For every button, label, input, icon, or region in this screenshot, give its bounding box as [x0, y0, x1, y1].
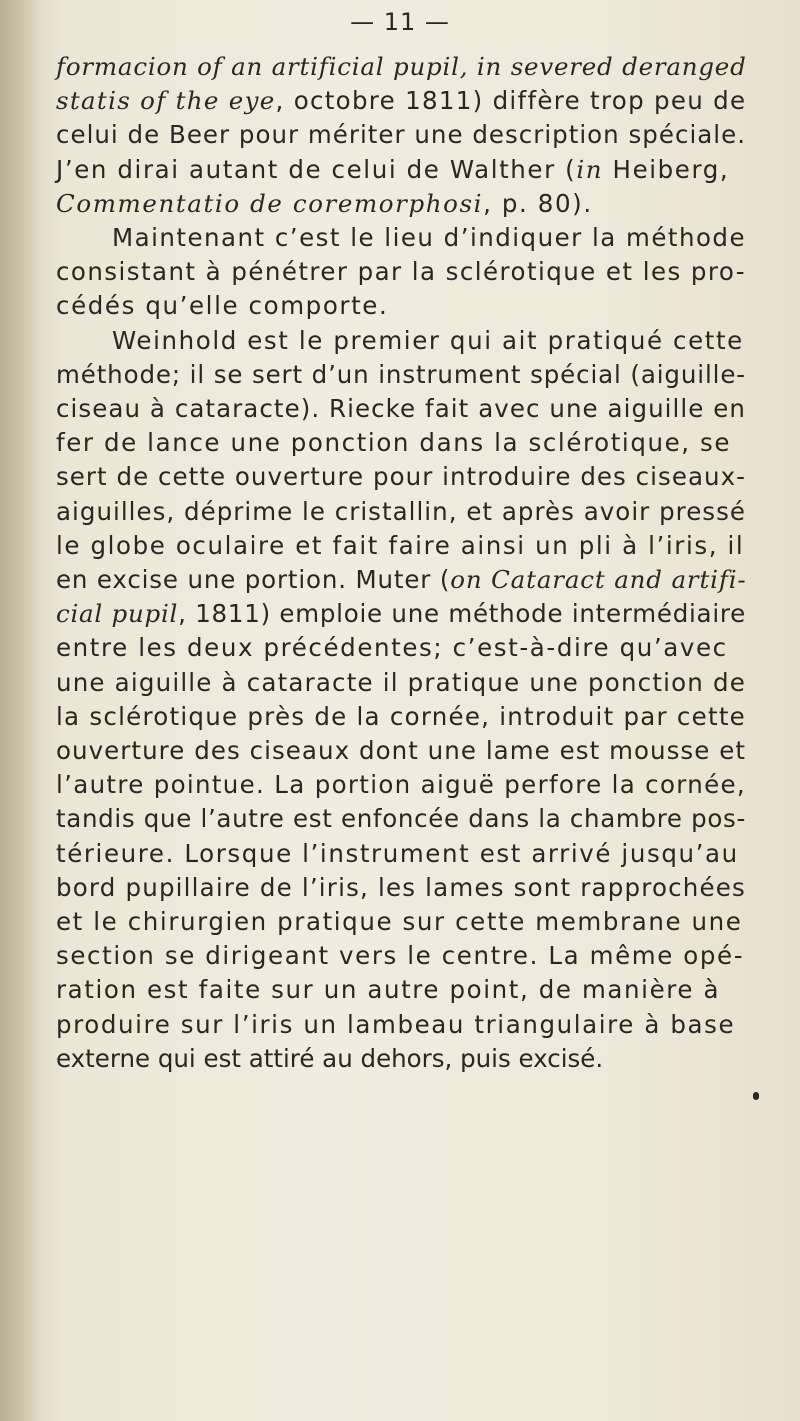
text-line — [56, 358, 746, 392]
text-segment: externe qui est attiré au dehors, puis excisé. — [56, 1043, 604, 1073]
text-line — [56, 187, 746, 221]
text-segment: section se dirigeant vers le centre. La même opé- — [56, 941, 745, 971]
text-line — [56, 289, 746, 323]
text-line — [56, 768, 746, 802]
text-segment: produire sur l’iris un lambeau triangulaire à base — [56, 1009, 736, 1039]
text-line — [56, 392, 746, 426]
text-line — [56, 495, 746, 529]
text-segment: , octobre 1811) diffère trop peu de — [275, 86, 747, 116]
text-segment: ciseau à cataracte). Riecke fait avec une aiguille en — [56, 394, 746, 424]
ink-speck — [753, 1092, 759, 1100]
text-segment: Heiberg, — [603, 154, 730, 184]
text-segment: tandis que l’autre est enfoncée dans la chambre pos- — [56, 804, 746, 834]
text-line — [56, 118, 746, 152]
text-segment: une aiguille à cataracte il pratique une ponction de — [56, 667, 746, 697]
text-line — [56, 255, 746, 289]
text-segment: fer de lance une ponction dans la sclérotique, se — [56, 428, 732, 458]
text-segment: Weinhold est le premier qui ait pratiqué cette — [112, 325, 744, 355]
text-line — [56, 84, 746, 118]
text-line — [56, 973, 746, 1007]
text-line — [56, 324, 746, 358]
text-line — [56, 939, 746, 973]
text-line — [56, 700, 746, 734]
text-segment: cédés qu’elle comporte. — [56, 291, 389, 321]
text-line — [56, 221, 746, 255]
text-segment: bord pupillaire de l’iris, les lames sont rapprochées — [56, 872, 746, 902]
text-line — [56, 460, 746, 494]
italic-citation: Commentatio de coremorphosi — [56, 188, 484, 218]
text-segment: entre les deux précédentes; c’est-à-dire qu’avec — [56, 633, 728, 663]
text-segment: méthode; il se sert d’un instrument spécial (aiguille- — [56, 359, 746, 389]
italic-citation: on Cataract and artifi- — [450, 565, 747, 595]
text-line — [56, 837, 746, 871]
text-segment: celui de Beer pour mériter une description spéciale. — [56, 120, 746, 150]
italic-citation: statis of the eye — [56, 86, 276, 116]
text-segment: , p. 80). — [483, 188, 593, 218]
text-segment: térieure. Lorsque l’instrument est arrivé jusqu’au — [56, 838, 739, 868]
text-line — [56, 631, 746, 665]
text-line — [56, 597, 746, 631]
text-line — [56, 666, 746, 700]
text-segment: ouverture des ciseaux dont une lame est mousse et — [56, 736, 746, 766]
text-line — [56, 1042, 746, 1076]
italic-citation: in — [576, 154, 604, 184]
text-segment: Maintenant c’est le lieu d’indiquer la méthode — [112, 223, 746, 253]
text-line — [56, 802, 746, 836]
text-line — [56, 563, 746, 597]
italic-citation: cial pupil — [56, 599, 179, 629]
text-segment: le globe oculaire et fait faire ainsi un pli à l’iris, il — [56, 530, 745, 560]
text-line — [56, 50, 746, 84]
text-segment: J’en dirai autant de celui de Walther ( — [56, 154, 577, 184]
text-line — [56, 529, 746, 563]
text-segment: sert de cette ouverture pour introduire des ciseaux- — [56, 462, 746, 492]
text-line — [56, 1008, 746, 1042]
body-text — [56, 50, 746, 1076]
page-number: — 11 — — [350, 8, 450, 36]
text-segment: l’autre pointue. La portion aiguë perfore la cornée, — [56, 770, 746, 800]
text-line — [56, 153, 746, 187]
text-line — [56, 426, 746, 460]
text-line — [56, 905, 746, 939]
text-segment: en excise une portion. Muter ( — [56, 565, 451, 595]
text-line — [56, 734, 746, 768]
text-segment: la sclérotique près de la cornée, introduit par cette — [56, 701, 746, 731]
italic-citation: formacion of an artificial pupil, in severed deranged — [56, 52, 747, 81]
text-segment: ration est faite sur un autre point, de manière à — [56, 975, 721, 1005]
text-segment: et le chirurgien pratique sur cette membrane une — [56, 907, 743, 937]
page-gutter-shadow — [0, 0, 38, 1421]
text-segment: aiguilles, déprime le cristallin, et après avoir pressé — [56, 496, 746, 526]
text-line — [56, 871, 746, 905]
text-segment: consistant à pénétrer par la sclérotique et les pro- — [56, 257, 746, 287]
text-segment: , 1811) emploie une méthode intermédiaire — [178, 599, 746, 629]
